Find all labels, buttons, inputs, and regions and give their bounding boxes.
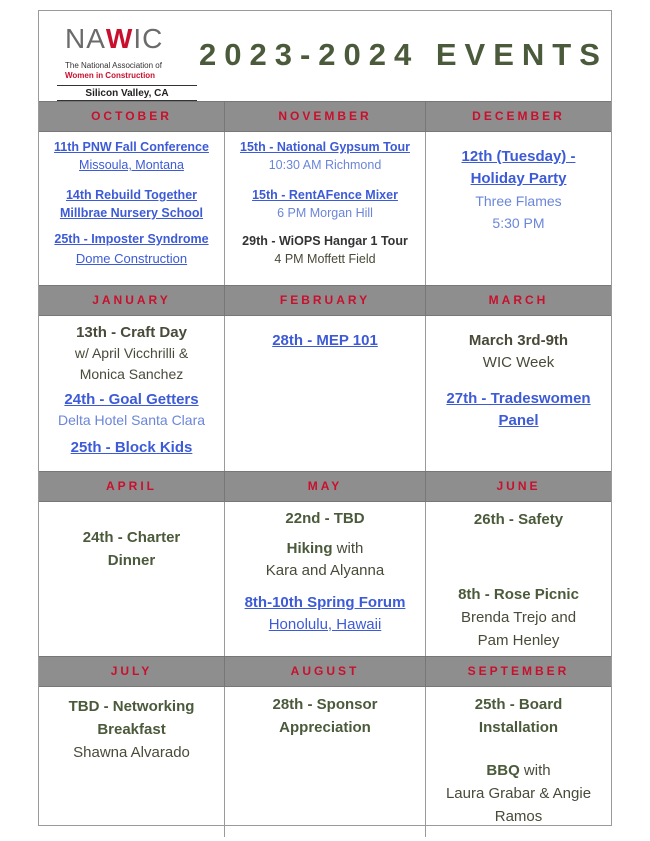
february-events [225,316,426,471]
event-title: March 3rd-9th [468,332,569,349]
event-link[interactable]: 28th - MEP 101 [272,332,378,349]
events-row [39,132,611,285]
event-link[interactable]: 15th - RentAFence Mixer [252,188,398,202]
nawic-logo [57,17,197,99]
event-details: Shawna Alvarado [73,744,190,761]
event-title: 28th - Sponsor Appreciation [272,696,378,736]
event-link[interactable]: 8th-10th Spring Forum [244,594,406,611]
march-events [426,316,611,471]
event-link[interactable]: 14th Rebuild Together Millbrae Nursery School [59,188,204,220]
month-june: JUNE [496,479,541,493]
december-events [426,132,611,285]
month-april: APRIL [39,472,225,501]
event-details: Brenda Trejo and Pam Henley [460,609,577,649]
event-time: 10:30 AM Richmond [268,158,382,172]
event-details: w/ April Vicchrilli & Monica Sanchez [74,345,189,382]
event-link[interactable]: 24th - Goal Getters [64,391,199,408]
chapter-name: Silicon Valley, CA [57,85,197,101]
header [39,11,611,101]
month-january: JANUARY [39,286,225,315]
april-events [39,502,225,656]
month-february: FEBRUARY [225,286,426,315]
event-location[interactable]: Honolulu, Hawaii [268,616,382,633]
october-events [39,132,225,285]
month-header-row [39,285,611,316]
events-row [39,502,611,656]
event-title: 13th - Craft Day [76,324,187,341]
event-time: 4 PM Moffett Field [274,252,376,266]
event-link[interactable]: 15th - National Gypsum Tour [240,140,410,154]
month-december: DECEMBER [472,109,565,123]
event-link[interactable]: 27th - Tradeswomen Panel [446,390,591,429]
events-row [39,316,611,471]
event-title: TBD - Networking Breakfast [68,698,195,738]
month-november: NOVEMBER [225,102,426,131]
month-header-row [39,471,611,502]
logo-tagline-1: The National Association of [65,61,162,70]
event-link[interactable]: 11th PNW Fall Conference [54,140,209,154]
event-time: 5:30 PM [492,215,545,231]
event-title: 24th - Charter Dinner [82,529,181,569]
month-header-row [39,101,611,132]
event-title: 25th - Board Installation [474,696,563,736]
month-october: OCTOBER [39,102,225,131]
logo-wordmark: NAWIC [65,23,164,54]
may-events [225,502,426,656]
logo-tagline-2: Women in Construction [65,71,156,80]
page-title: 2023-2024 EVENTS [199,37,608,72]
january-events [39,316,225,471]
event-time: 6 PM Morgan Hill [277,206,373,220]
event-title: 26th - Safety [473,511,564,528]
events-row [39,687,611,837]
june-events [426,502,611,656]
september-events [426,687,611,837]
event-title: 8th - Rose Picnic [458,586,579,603]
event-title: 22nd - TBD [285,510,365,527]
event-location: Delta Hotel Santa Clara [57,412,206,428]
event-details: WIC Week [482,354,555,371]
november-events [225,132,426,285]
month-header-row [39,656,611,687]
event-title: 29th - WiOPS Hangar 1 Tour [242,234,408,248]
month-august: AUGUST [225,657,426,686]
month-september: SEPTEMBER [467,664,570,678]
july-events [39,687,225,837]
calendar-frame [38,10,612,826]
event-location[interactable]: Dome Construction [75,251,188,266]
august-events [225,687,426,837]
events-grid [39,101,611,837]
event-location: Three Flames [475,193,562,209]
event-details: Laura Grabar & Angie Ramos [445,785,592,825]
event-link[interactable]: 12th (Tuesday) - Holiday Party [461,148,576,187]
event-details: Hiking with [286,540,364,557]
month-july: JULY [39,657,225,686]
event-location[interactable]: Missoula, Montana [79,158,184,172]
event-details: Kara and Alyanna [265,562,385,579]
month-may: MAY [225,472,426,501]
event-link[interactable]: 25th - Imposter Syndrome [54,232,209,246]
month-march: MARCH [488,293,549,307]
event-details: BBQ with [486,762,551,779]
event-link[interactable]: 25th - Block Kids [70,439,193,456]
